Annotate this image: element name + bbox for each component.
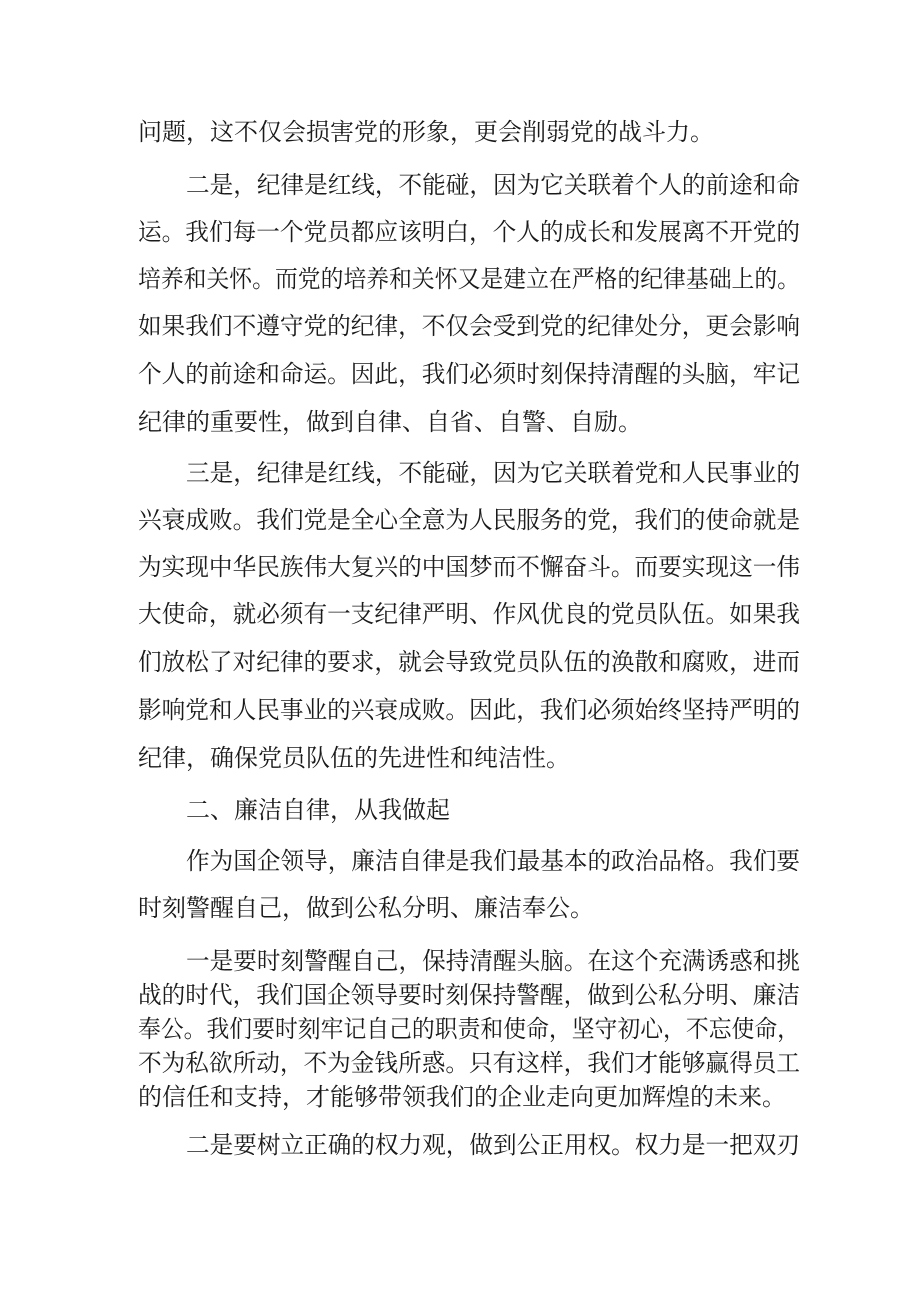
- text-line: 纪律，确保党员队伍的先进性和纯洁性。: [138, 744, 570, 772]
- text-line: 奉公。我们要时刻牢记自己的职责和使命，坚守初心，不忘使命，: [138, 1015, 800, 1043]
- text-line: 影响党和人民事业的兴衰成败。因此，我们必须始终坚持严明的: [138, 696, 800, 724]
- text-line: 兴衰成败。我们党是全心全意为人民服务的党，我们的使命就是: [138, 506, 800, 534]
- text-line: 为实现中华民族伟大复兴的中国梦而不懈奋斗。而要实现这一伟: [138, 553, 800, 581]
- text-line: 问题，这不仅会损害党的形象，更会削弱党的战斗力。: [138, 118, 714, 146]
- text-line: 如果我们不遵守党的纪律，不仅会受到党的纪律处分，更会影响: [138, 312, 800, 340]
- text-line: 时刻警醒自己，做到公私分明、廉洁奉公。: [138, 894, 594, 922]
- text-line: 运。我们每一个党员都应该明白，个人的成长和发展离不开党的: [138, 218, 800, 246]
- text-line: 一是要时刻警醒自己，保持清醒头脑。在这个充满诱惑和挑: [186, 947, 800, 975]
- text-line: 二是，纪律是红线，不能碰，因为它关联着个人的前途和命: [186, 171, 800, 199]
- text-line: 大使命，就必须有一支纪律严明、作风优良的党员队伍。如果我: [138, 600, 800, 628]
- text-line: 培养和关怀。而党的培养和关怀又是建立在严格的纪律基础上的。: [138, 265, 800, 293]
- text-line: 纪律的重要性，做到自律、自省、自警、自励。: [138, 408, 642, 436]
- text-line: 二是要树立正确的权力观，做到公正用权。权力是一把双刃: [186, 1131, 800, 1159]
- text-line: 作为国企领导，廉洁自律是我们最基本的政治品格。我们要: [186, 847, 800, 875]
- text-line: 的信任和支持，才能够带领我们的企业走向更加辉煌的未来。: [138, 1083, 786, 1111]
- text-line: 不为私欲所动，不为金钱所惑。只有这样，我们才能够赢得员工: [138, 1049, 800, 1077]
- text-line: 三是，纪律是红线，不能碰，因为它关联着党和人民事业的: [186, 459, 800, 487]
- text-line: 战的时代，我们国企领导要时刻保持警醒，做到公私分明、廉洁: [138, 981, 800, 1009]
- text-line: 们放松了对纪律的要求，就会导致党员队伍的涣散和腐败，进而: [138, 648, 800, 676]
- section-heading: 二、廉洁自律，从我做起: [186, 796, 450, 824]
- text-line: 个人的前途和命运。因此，我们必须时刻保持清醒的头脑，牢记: [138, 360, 800, 388]
